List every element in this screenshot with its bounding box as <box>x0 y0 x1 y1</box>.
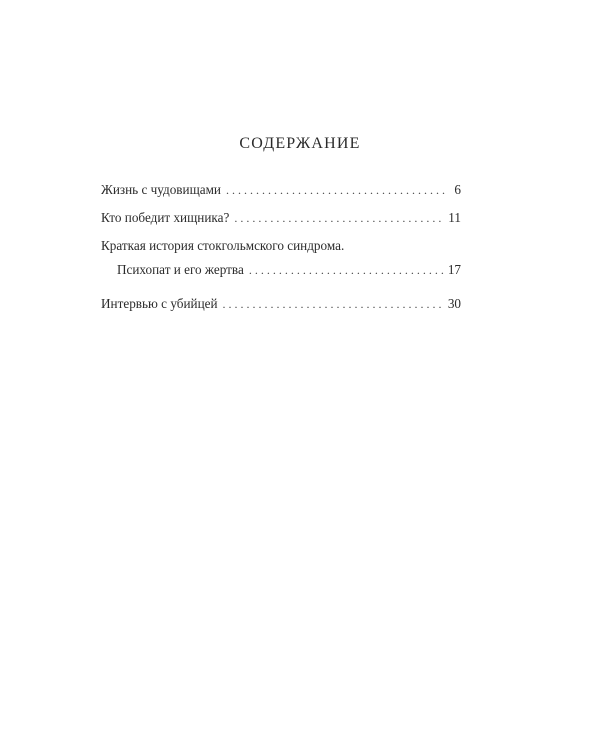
toc-dot-leader <box>226 180 447 200</box>
toc-entry-title: Интервью с убийцей <box>101 296 218 311</box>
toc-line <box>101 180 461 200</box>
toc-line <box>101 294 461 314</box>
toc-entry-title: Кто победит хищника? <box>101 210 230 225</box>
toc-entry[interactable] <box>101 180 461 200</box>
toc-dot-leader <box>223 294 444 314</box>
toc-page-number: 6 <box>454 182 461 197</box>
toc-line-continuation <box>101 260 461 280</box>
toc-line <box>101 236 461 256</box>
toc-entry-title-line1: Краткая история стокгольмского синдрома. <box>101 238 345 253</box>
toc-page-number: 11 <box>448 210 461 225</box>
toc-entry[interactable] <box>101 294 461 314</box>
toc-title: СОДЕРЖАНИЕ <box>239 135 361 152</box>
toc-entry-title-line2: Психопат и его жертва <box>117 262 244 277</box>
toc-page-number: 30 <box>447 296 461 311</box>
toc-entry-title: Жизнь с чудовищами <box>101 182 221 197</box>
toc-dot-leader <box>234 208 444 228</box>
toc-entry[interactable] <box>101 236 461 280</box>
table-of-contents <box>101 180 461 322</box>
toc-entry[interactable] <box>101 208 461 228</box>
toc-page-number: 17 <box>447 262 461 277</box>
toc-line <box>101 208 461 228</box>
toc-dot-leader <box>249 260 444 280</box>
